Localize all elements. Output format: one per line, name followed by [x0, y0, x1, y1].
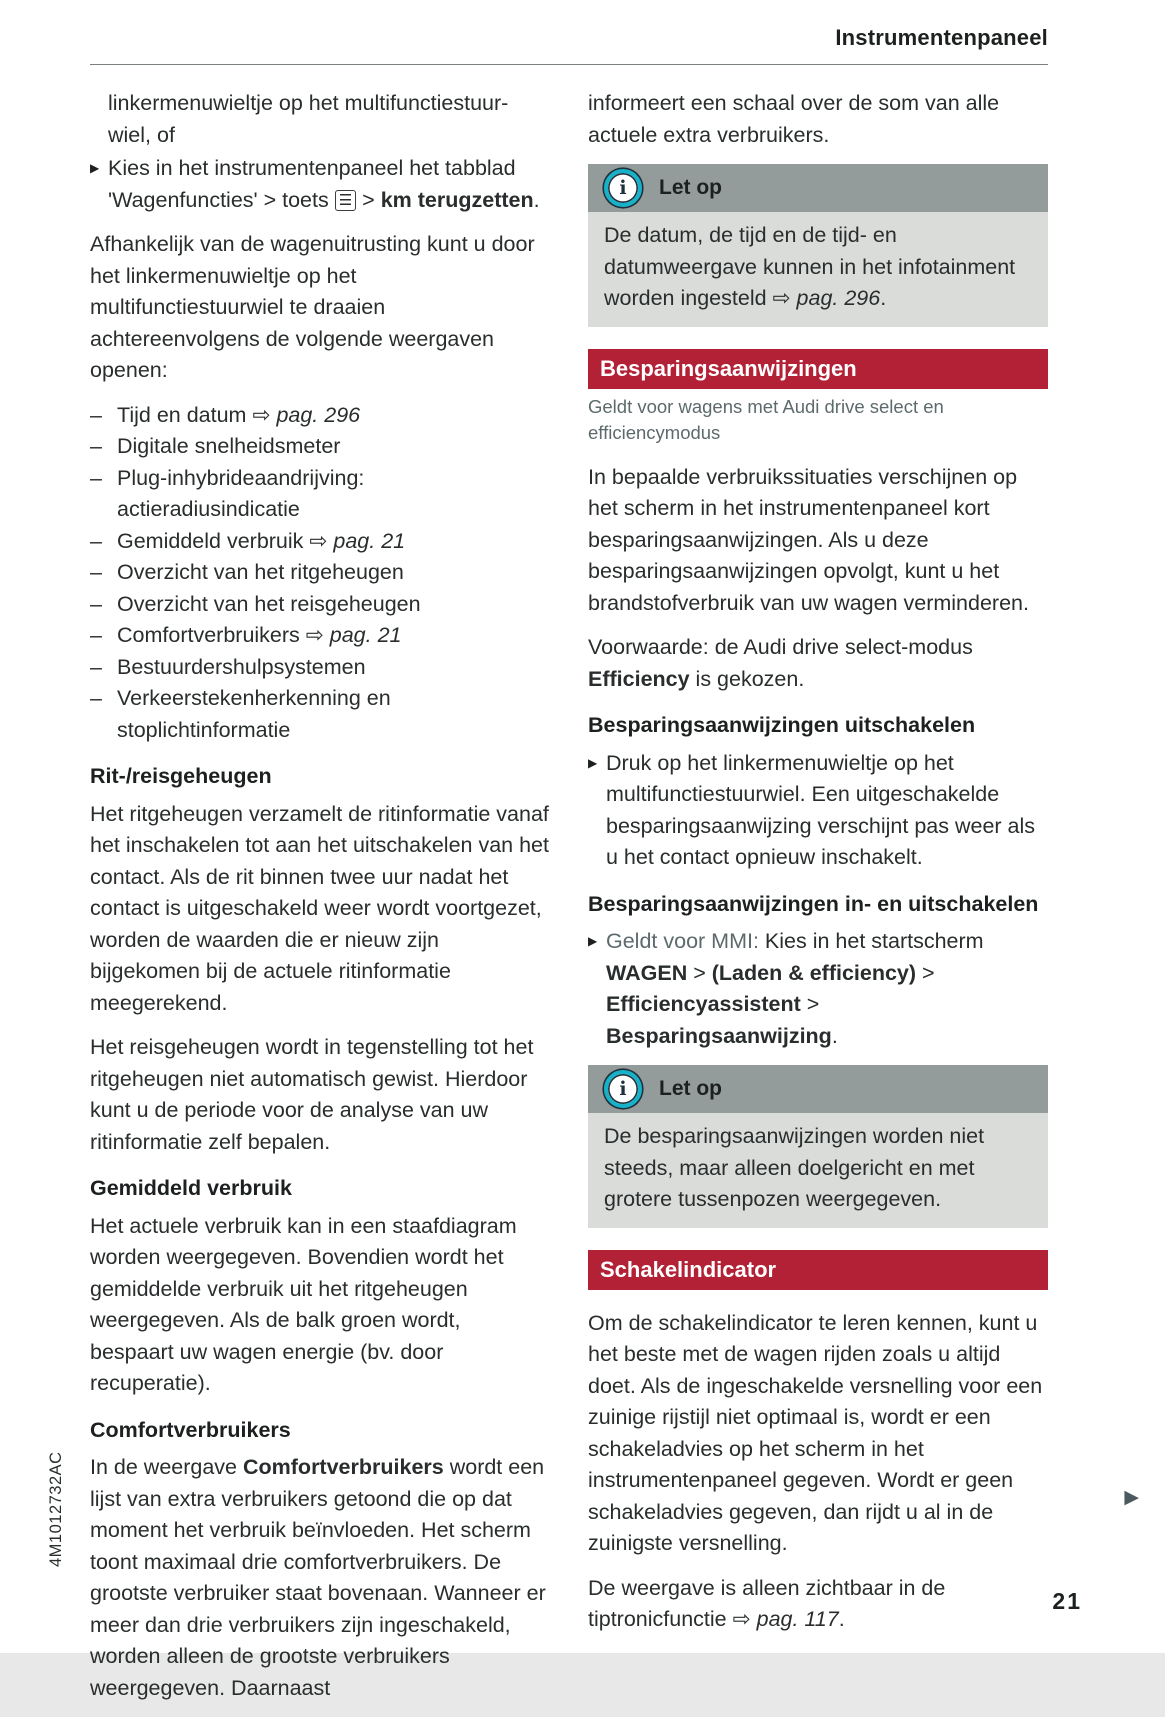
note-box-title: Let op: [659, 176, 722, 200]
section-banner-schakelindicator: Schakelindicator: [588, 1250, 1048, 1290]
list-item-text: Overzicht van het reisgeheugen: [117, 591, 421, 616]
list-item: [90, 683, 550, 746]
bullet-triangle-icon: ▶: [588, 755, 598, 770]
note-box-datum-tijd: [588, 164, 1048, 327]
list-item: [90, 526, 550, 558]
dash-marker: –: [90, 686, 102, 710]
instruction-text: Druk op het linkermenuwieltje op het multifunctiestuurwiel. Een uitgeschakelde besparingsaanwijzing verschijnt pas weer als u het contact opnieuw inschakelt.: [606, 750, 1036, 869]
left-column: [90, 88, 550, 1717]
dash-marker: –: [90, 465, 102, 490]
list-item-text: Digitale snelheidsmeter: [117, 434, 341, 458]
section-heading-rit-reisgeheugen: Rit-/reisgeheugen: [90, 764, 272, 788]
paragraph: In de weergave Comfortverbruikers wordt een lijst van extra verbruikers getoond die op dat moment het verbruik beïnvloeden. Het scherm toont maximaal drie comfortverbruikers. De grootste verbruiker staat bovenaan. Wanneer er meer dan drie verbruikers zijn ingeschakeld, worden alleen de grootste verbruikers weergegeven. Daarnaast: [90, 1455, 546, 1700]
list-item: [90, 557, 550, 589]
dash-marker: –: [90, 623, 102, 647]
dash-marker: –: [90, 402, 102, 427]
page-header: [90, 22, 1048, 65]
continued-paragraph: informeert een schaal over de som van alle actuele extra verbruikers.: [588, 91, 1000, 147]
note-box-title: Let op: [659, 1077, 722, 1101]
paragraph: De weergave is alleen zichtbaar in de tiptronicfunctie ⇨ pag. 117.: [588, 1575, 946, 1631]
page-content: [90, 88, 1048, 1717]
bullet-triangle-icon: ▶: [588, 934, 598, 948]
paragraph: In bepaalde verbruikssituaties verschijnen op het scherm in het instrumentenpaneel kort besparingsaanwijzingen. Als u deze besparingsaanwijzingen opvolgt, kunt u het brandstofverbruik van uw wagen verminderen.: [588, 464, 1029, 615]
instruction-bullet: [588, 748, 1048, 874]
section-banner-subtitle: Geldt voor wagens met Audi drive select en efficiencymodus: [588, 395, 944, 443]
list-item: [90, 431, 550, 463]
dash-marker: –: [90, 434, 102, 458]
page-number: 21: [1052, 1588, 1082, 1614]
continued-paragraph-line: wiel, of: [108, 122, 175, 147]
list-item-text: Gemiddeld verbruik ⇨ pag. 21: [117, 528, 406, 553]
note-box-header: [588, 164, 1048, 212]
list-item: [90, 652, 550, 684]
paragraph: Om de schakelindicator te leren kennen, kunt u het beste met de wagen rijden zoals u altijd doet. Als de ingeschakelde versnelling voor een zuinige rijstijl niet optimaal is, wordt er een schakeladvies op het scherm in het instrumentenpaneel gegeven. Wordt er geen schakeladvies gegeven, dan rijdt u al in de zuinigste versnelling.: [588, 1310, 1043, 1555]
note-box-besparingsaanwijzingen: [588, 1065, 1048, 1228]
continued-paragraph-line: linkermenuwieltje op het multifunctiestuur-: [108, 91, 509, 115]
note-box-body: De besparingsaanwijzingen worden niet steeds, maar alleen doelgericht en met grotere tussenpozen weergegeven.: [588, 1113, 1048, 1228]
display-options-list: [90, 400, 550, 747]
dash-marker: –: [90, 528, 102, 553]
list-item-text: Plug-inhybrideaandrijving: actieradiusindicatie: [117, 465, 365, 521]
section-heading-comfortverbruikers: Comfortverbruikers: [90, 1417, 291, 1442]
info-icon: i: [604, 169, 642, 207]
paragraph: Voorwaarde: de Audi drive select-modus Efficiency is gekozen.: [588, 635, 973, 691]
note-box-header: [588, 1065, 1048, 1113]
paragraph: Het ritgeheugen verzamelt de ritinformatie vanaf het inschakelen tot aan het uitschakelen van het contact. Als de rit binnen twee uur nadat het contact is uitgeschakeld weer wordt voortgezet, worden de waarden die er nieuw zijn bijgekomen bij de actuele ritinformatie meegerekend.: [90, 801, 549, 1015]
list-item-text: Bestuurdershulpsystemen: [117, 654, 366, 679]
list-item-text: Comfortverbruikers ⇨ pag. 21: [117, 623, 402, 647]
instruction-text: Geldt voor MMI: Kies in het startscherm WAGEN > (Laden & efficiency) > Efficiencyassistent > Besparingsaanwijzing.: [606, 929, 984, 1048]
dash-marker: –: [90, 654, 102, 679]
right-column: [588, 88, 1048, 1717]
document-code: 4M1012732AC: [47, 1451, 65, 1567]
subheading-besparingsaanwijzingen-uitschakelen: Besparingsaanwijzingen uitschakelen: [588, 713, 976, 737]
list-item-text: Tijd en datum ⇨ pag. 296: [117, 402, 361, 427]
list-item: [90, 589, 550, 621]
list-item-text: Verkeerstekenherkenning en stoplichtinformatie: [117, 686, 391, 742]
page-continuation-arrow-icon: ▶: [1124, 1487, 1139, 1508]
list-item: [90, 400, 550, 432]
instruction-text: Kies in het instrumentenpaneel het tabblad 'Wagenfuncties' > toets ☰ > km terugzetten.: [108, 156, 540, 212]
subheading-besparingsaanwijzingen-in-en-uitschakelen: Besparingsaanwijzingen in- en uitschakelen: [588, 891, 1039, 916]
dash-marker: –: [90, 560, 102, 584]
section-heading-gemiddeld-verbruik: Gemiddeld verbruik: [90, 1176, 292, 1200]
list-item-text: Overzicht van het ritgeheugen: [117, 560, 404, 584]
page-title: Instrumentenpaneel: [835, 25, 1048, 50]
info-icon: i: [604, 1070, 642, 1108]
dash-marker: –: [90, 591, 102, 616]
section-banner-besparingsaanwijzingen: Besparingsaanwijzingen: [588, 349, 1048, 389]
bullet-triangle-icon: ▶: [90, 161, 100, 175]
instruction-bullet: [588, 926, 1048, 1052]
note-box-body: De datum, de tijd en de tijd- en datumweergave kunnen in het infotainment worden ingesteld ⇨ pag. 296.: [588, 212, 1048, 327]
list-item: [90, 620, 550, 652]
paragraph: Het reisgeheugen wordt in tegenstelling tot het ritgeheugen niet automatisch gewist. Hierdoor kunt u de periode voor de analyse van uw ritinformatie zelf bepalen.: [90, 1035, 534, 1154]
instruction-bullet: [90, 153, 550, 216]
paragraph: Afhankelijk van de wagenuitrusting kunt u door het linkermenuwieltje op het multifunctiestuurwiel te draaien achtereenvolgens de volgende weergaven openen:: [90, 232, 535, 382]
paragraph: Het actuele verbruik kan in een staafdiagram worden weergegeven. Bovendien wordt het gemiddelde verbruik uit het ritgeheugen weergegeven. Als de balk groen wordt, bespaart uw wagen energie (bv. door recuperatie).: [90, 1213, 517, 1395]
list-item: [90, 463, 550, 526]
